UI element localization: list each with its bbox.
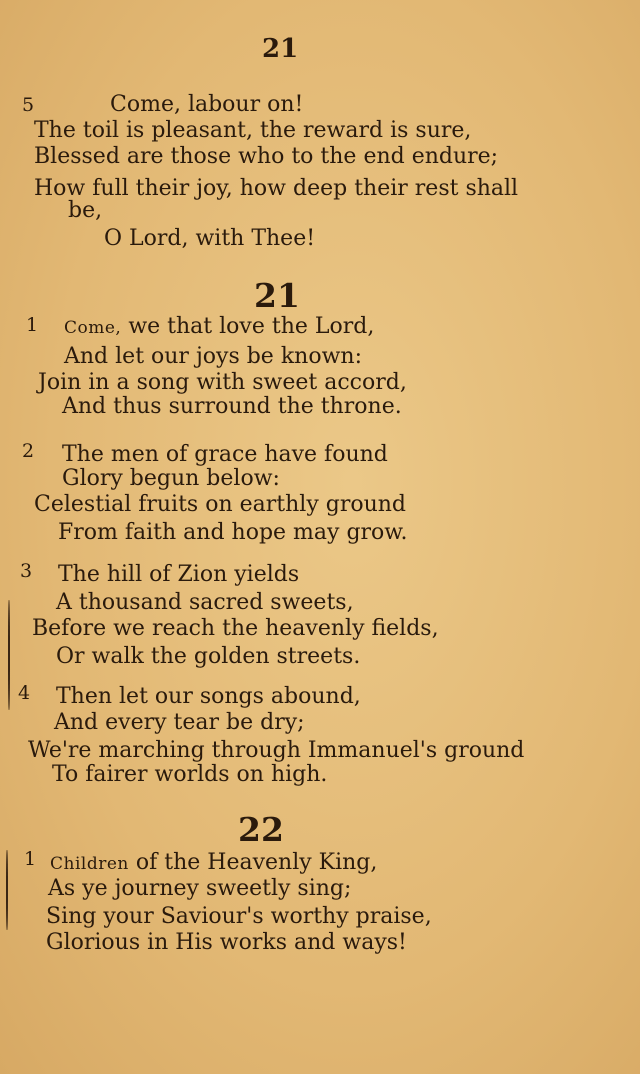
- verse-line: Glorious in His works and ways!: [46, 930, 407, 955]
- verse-line: And let our joys be known:: [64, 344, 362, 369]
- verse-number: 3: [20, 560, 33, 582]
- verse-line: As ye journey sweetly sing;: [48, 876, 352, 901]
- verse-line: Blessed are those who to the end endure;: [34, 144, 499, 169]
- verse-line-rest: we that love the Lord,: [121, 314, 375, 339]
- verse-line: Glory begun below:: [62, 466, 280, 491]
- verse-number: 1: [24, 848, 37, 870]
- verse-line: Come, labour on!: [110, 92, 304, 117]
- verse-line: And every tear be dry;: [54, 710, 305, 735]
- verse-line: The hill of Zion yields: [58, 562, 300, 587]
- hymn-number: 21: [254, 276, 300, 315]
- verse-line: To fairer worlds on high.: [52, 762, 328, 787]
- verse-number: 1: [26, 314, 39, 336]
- first-word: Come,: [64, 318, 122, 338]
- verse-line: The men of grace have found: [62, 442, 388, 467]
- verse-line: From faith and hope may grow.: [58, 520, 408, 545]
- verse-line: Before we reach the heavenly fields,: [32, 616, 439, 641]
- verse-line: O Lord, with Thee!: [104, 226, 316, 251]
- first-word: Children: [50, 854, 129, 874]
- verse-number: 2: [22, 440, 35, 462]
- verse-line: A thousand sacred sweets,: [56, 590, 354, 615]
- margin-bracket-mark: [6, 850, 8, 930]
- verse-line: [50, 850, 377, 877]
- margin-bracket-mark: [8, 600, 10, 710]
- verse-number: 5: [22, 94, 35, 116]
- hymn-number: 22: [238, 810, 284, 849]
- verse-line: [64, 314, 374, 341]
- verse-line: Join in a song with sweet accord,: [38, 370, 407, 395]
- verse-line: Then let our songs abound,: [56, 684, 361, 709]
- verse-line: Sing your Saviour's worthy praise,: [46, 904, 432, 929]
- verse-line: be,: [68, 198, 103, 223]
- verse-line-rest: of the Heavenly King,: [128, 850, 378, 875]
- verse-line: The toil is pleasant, the reward is sure,: [34, 118, 472, 143]
- verse-line: Or walk the golden streets.: [56, 644, 361, 669]
- verse-line: How full their joy, how deep their rest shall: [34, 176, 519, 201]
- verse-line: We're marching through Immanuel's ground: [28, 738, 525, 763]
- page-number: 21: [262, 34, 299, 64]
- verse-line: Celestial fruits on earthly ground: [34, 492, 407, 517]
- verse-line: And thus surround the throne.: [62, 394, 402, 419]
- verse-number: 4: [18, 682, 31, 704]
